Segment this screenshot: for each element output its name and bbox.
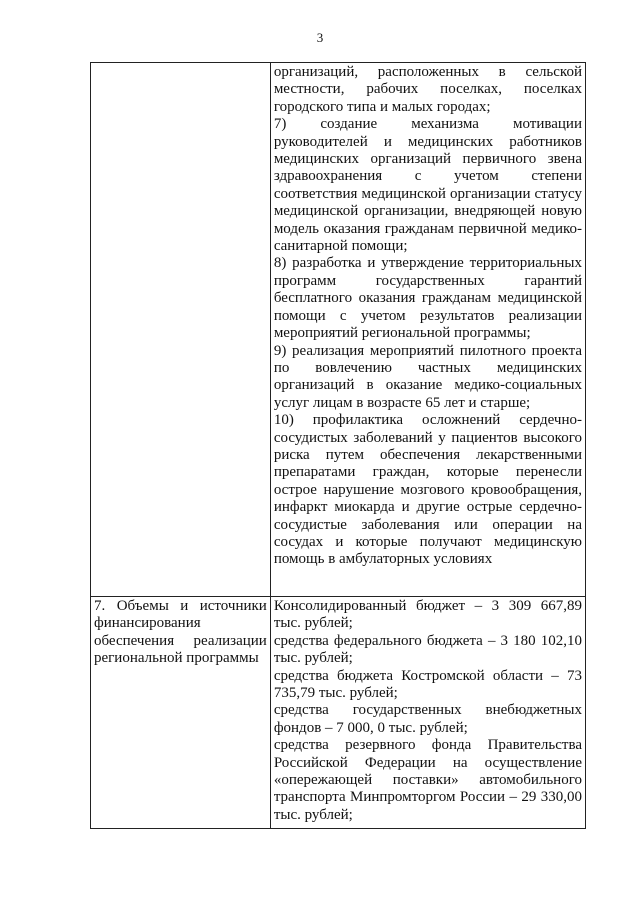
list-item: организаций, расположенных в сельской местности, рабочих поселках, поселках городского типа и малых городах; <box>273 64 582 115</box>
table-row <box>91 63 586 597</box>
row-content-cell <box>270 597 585 829</box>
list-item: 9) реализация мероприятий пилотного проекта по вовлечению частных медицинских организаций в оказание медико-социальных услуг лицам в возрасте 65 лет и старше; <box>273 342 582 411</box>
funding-item: средства резервного фонда Правительства Российской Федерации на осуществление «опережающей поставки» автомобильного транспорта Минпромторгом России – 29 330,00 тыс. рублей; <box>273 737 582 823</box>
table-row <box>91 597 586 829</box>
list-item: 10) профилактика осложнений сердечно-сосудистых заболеваний у пациентов высокого риска путем обеспечения лекарственными препаратами граждан, которые перенесли острое нарушение мозгового кровообращения, инфаркт миокарда и другие острые сердечно-сосудистые заболевания или операции на сосудах и которые получают медицинскую помощь в амбулаторных условиях <box>273 412 582 568</box>
row-label-cell <box>91 63 271 597</box>
funding-item: средства федерального бюджета – 3 180 102,10 тыс. рублей; <box>273 632 582 667</box>
row-content-cell <box>270 63 585 597</box>
list-item: 7) создание механизма мотивации руководителей и медицинских работников медицинских организаций первичного звена здравоохранения с учетом степени соответствия медицинской организации статусу медицинской организации, внедряющей новую модель оказания гражданам первичной медико-санитарной помощи; <box>273 116 582 255</box>
program-passport-table <box>90 62 586 829</box>
funding-item: Консолидированный бюджет – 3 309 667,89 тыс. рублей; <box>273 598 582 632</box>
row-label: 7. Объемы и источники финансирования обеспечения реализации региональной программы <box>94 598 267 667</box>
page-number: 3 <box>316 30 324 45</box>
funding-item: средства бюджета Костромской области – 73 735,79 тыс. рублей; <box>273 667 582 702</box>
funding-item: средства государственных внебюджетных фондов – 7 000, 0 тыс. рублей; <box>273 702 582 736</box>
row-label-cell <box>91 597 271 829</box>
list-item: 8) разработка и утверждение территориальных программ государственных гарантий бесплатного оказания гражданам медицинской помощи с учетом результатов реализации мероприятий региональной программы; <box>273 255 582 342</box>
